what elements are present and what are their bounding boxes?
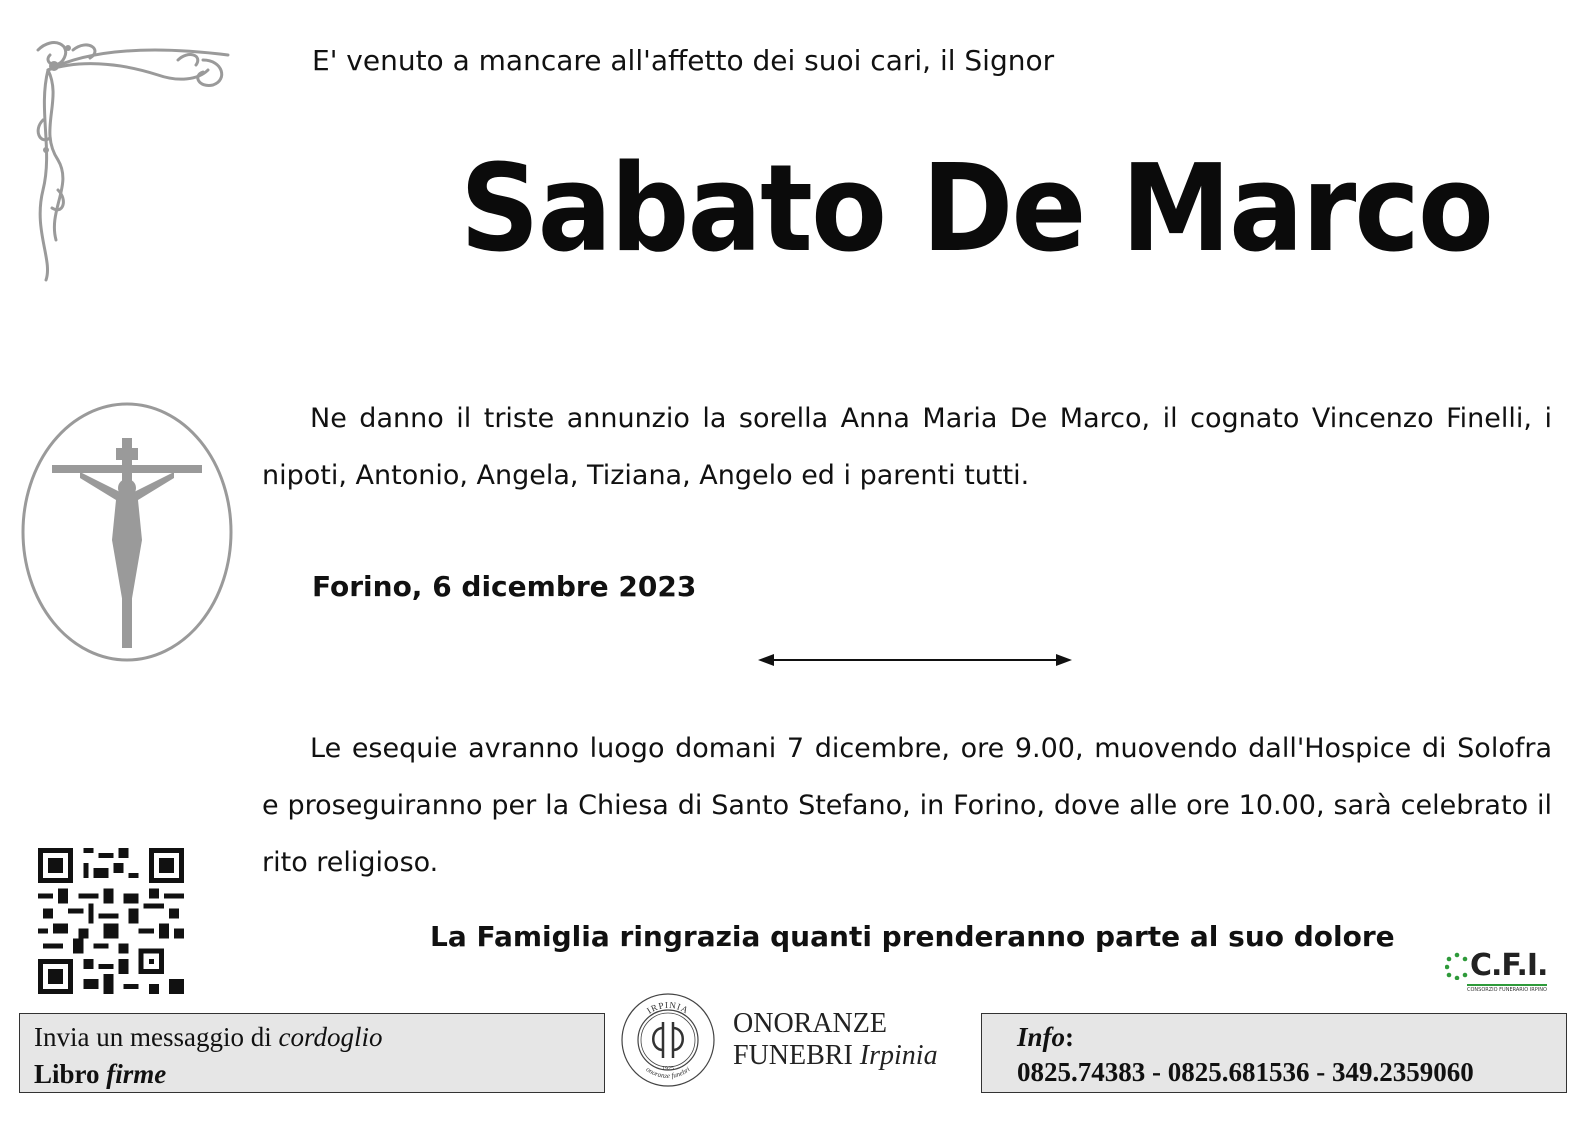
info-box (981, 1013, 1567, 1093)
condolence-box[interactable] (19, 1013, 605, 1093)
brand-line2-text: FUNEBRI (733, 1040, 860, 1071)
seal-bottom-text: onoranze funebri (644, 1065, 692, 1081)
cfi-logo-text: C.F.I. (1470, 948, 1548, 983)
book-italic: firme (106, 1059, 167, 1089)
crucifix-icon (20, 400, 235, 665)
thanks-text: La Famiglia ringrazia quanti prenderanno parte al suo dolore (430, 920, 1395, 953)
seal-year: 1925 (662, 1066, 674, 1072)
info-label-text: Info (1017, 1022, 1066, 1052)
cfi-caption: CONSORZIO FUNERARIO IRPINO (1467, 984, 1547, 993)
condolence-link[interactable] (34, 1019, 590, 1056)
brand-line1: ONORANZE (733, 1008, 887, 1039)
intro-text: E' venuto a mancare all'affetto dei suoi cari, il Signor (312, 44, 1055, 77)
announcement-body: Ne danno il triste annunzio la sorella Anna Maria De Marco, il cognato Vincenzo Finelli, i nipoti, Antonio, Angela, Tiziana, Angelo ed i parenti tutti. (262, 403, 1552, 491)
condolence-prefix: Invia un messaggio di (34, 1022, 279, 1052)
announcement-text (262, 390, 1552, 504)
seal-top-text: IRPINIA (644, 999, 691, 1016)
double-arrow-icon (756, 652, 1074, 668)
condolence-italic: cordoglio (278, 1022, 383, 1052)
seal-logo-icon (618, 990, 718, 1090)
deceased-name: Sabato De Marco (460, 140, 1493, 279)
corner-flourish-icon (28, 30, 238, 285)
guestbook-link[interactable] (34, 1056, 590, 1093)
brand-line2 (733, 1040, 938, 1072)
place-date: Forino, 6 dicembre 2023 (312, 570, 697, 603)
cfi-logo-icon (1445, 952, 1469, 980)
funeral-details (262, 720, 1552, 891)
info-label: Info: (1017, 1022, 1075, 1052)
book-prefix: Libro (34, 1059, 107, 1089)
brand-name (733, 1008, 938, 1072)
cfi-logo (1445, 948, 1548, 998)
funeral-body: Le esequie avranno luogo domani 7 dicembre, ore 9.00, muovendo dall'Hospice di Solofra e proseguiranno per la Chiesa di Santo Stefano, in Forino, dove alle ore 10.00, sarà celebrato il rito religioso. (262, 733, 1552, 878)
qr-code-icon[interactable] (38, 848, 184, 994)
brand-italic: Irpinia (859, 1040, 938, 1071)
phone-numbers[interactable]: 0825.74383 - 0825.681536 - 349.2359060 (1017, 1057, 1474, 1087)
